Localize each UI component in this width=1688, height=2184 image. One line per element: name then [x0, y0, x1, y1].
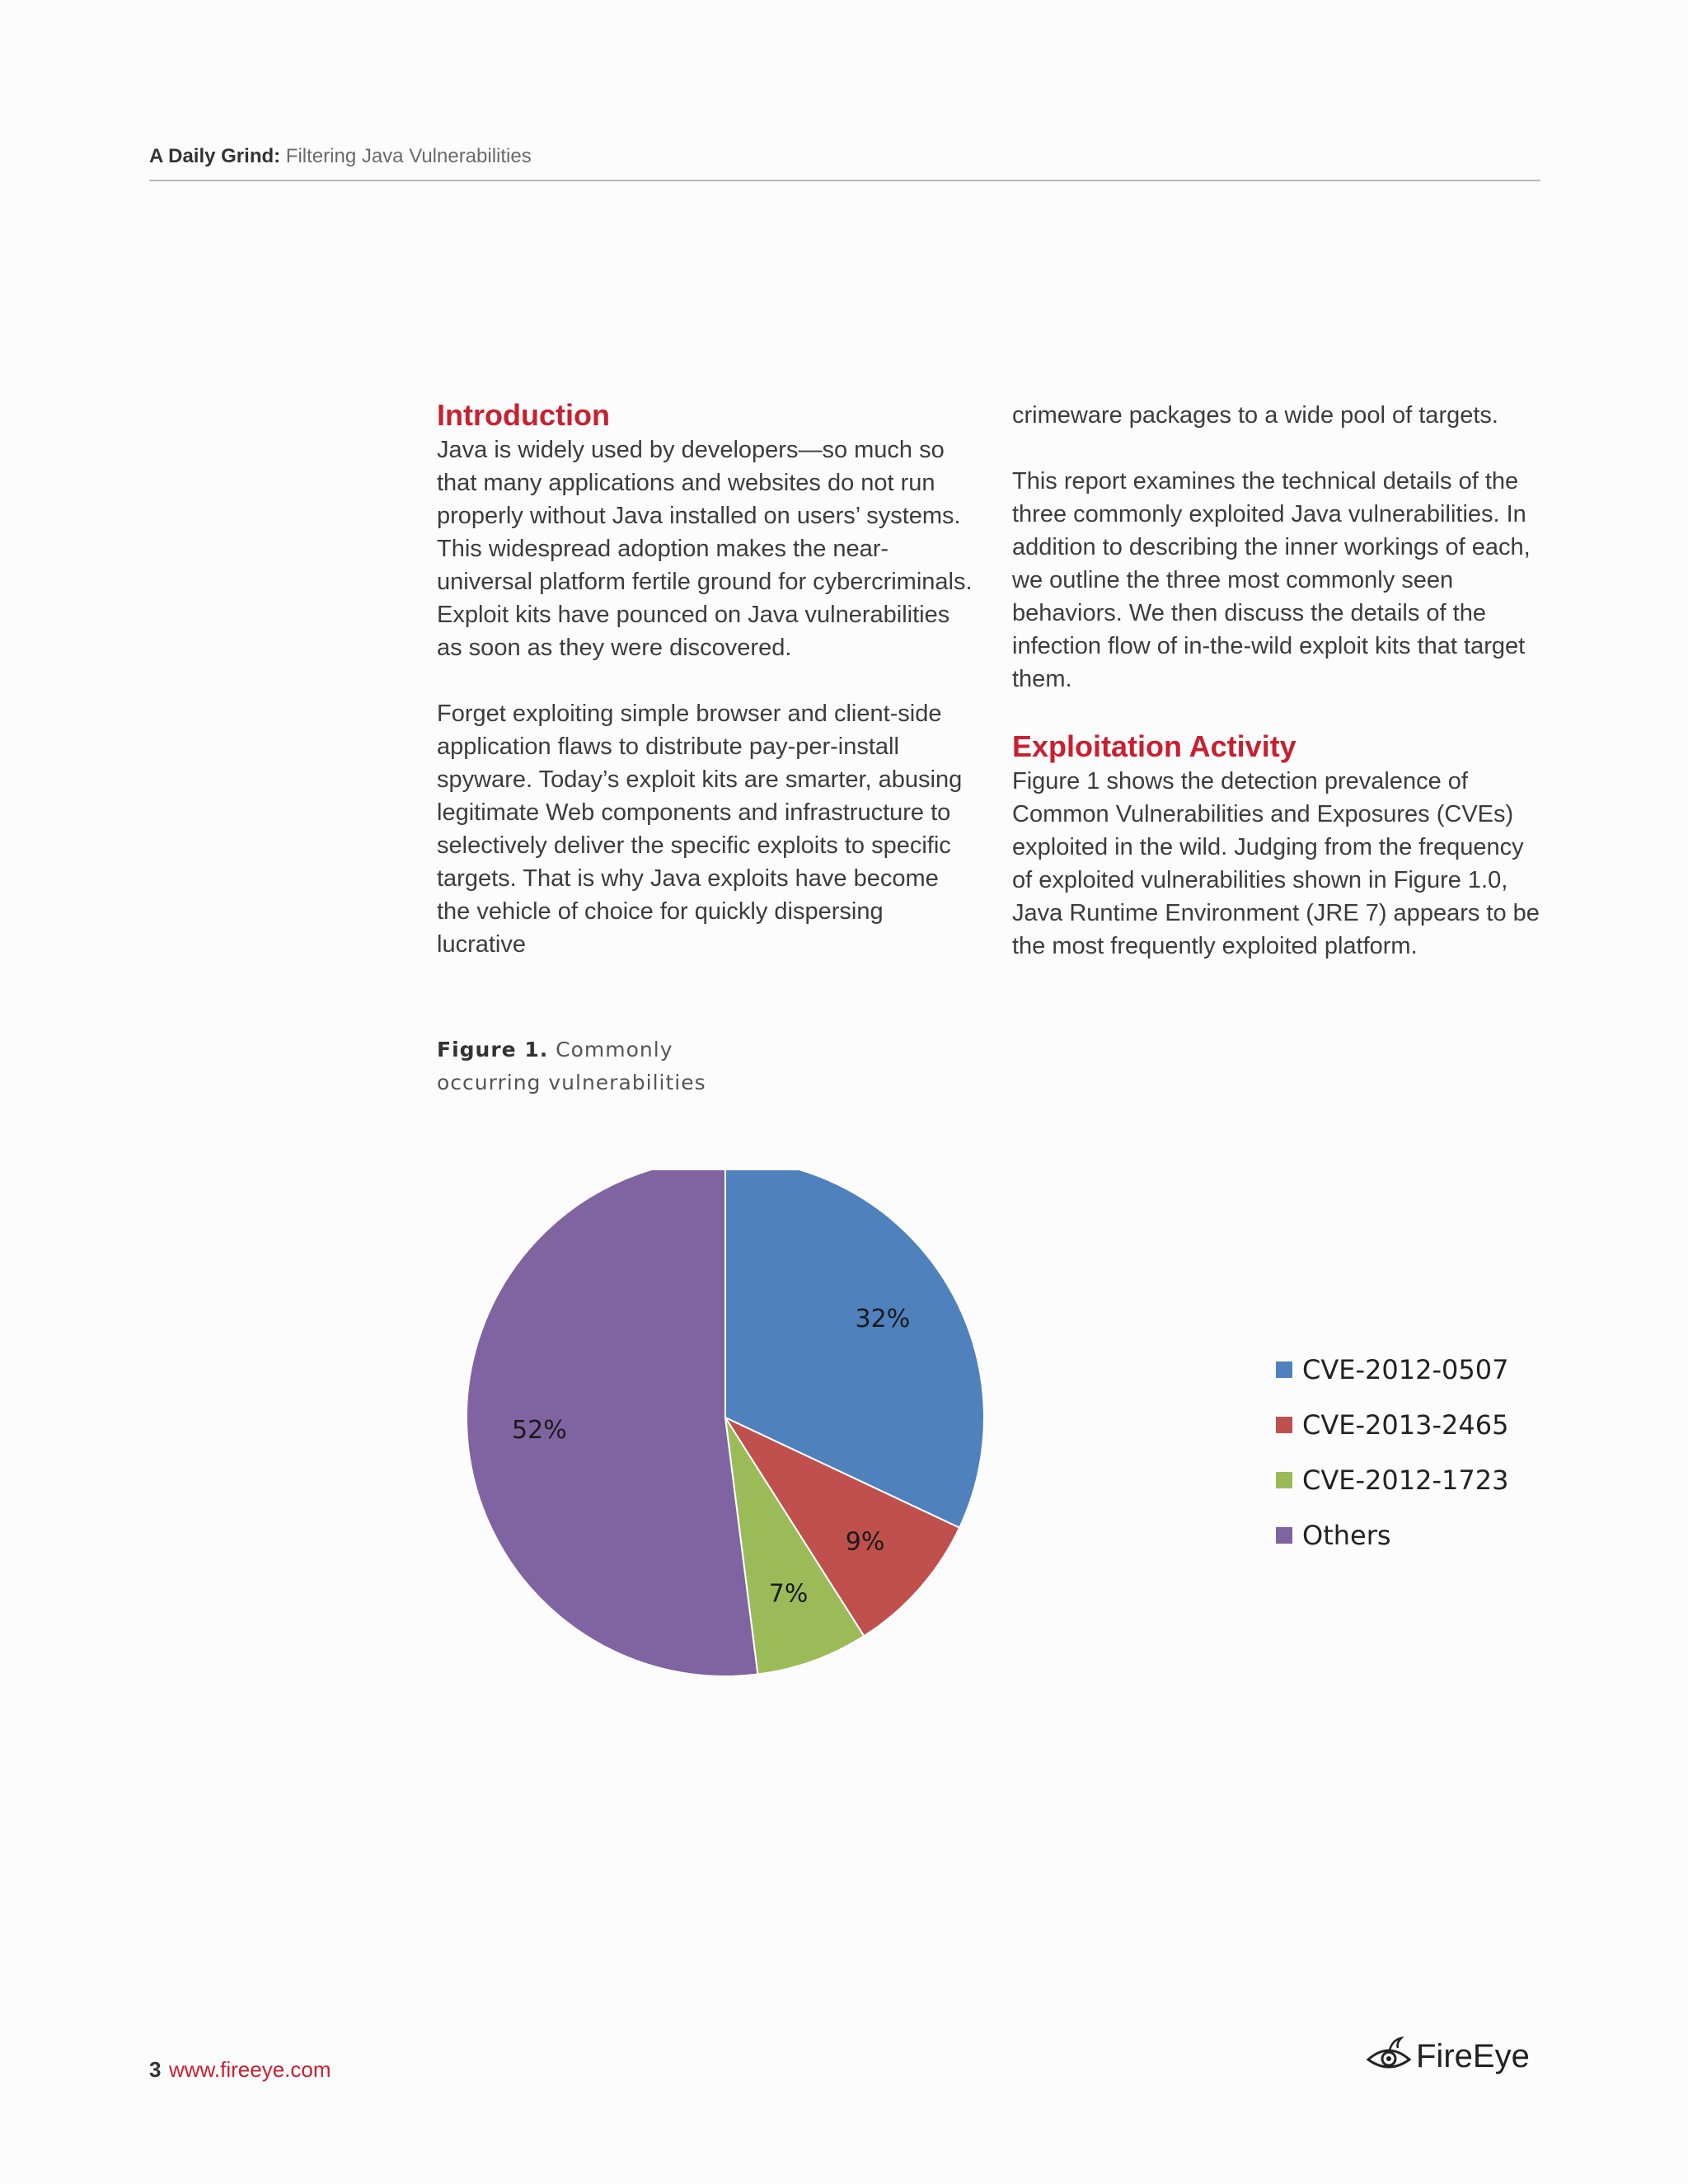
figure-caption-text: Commonly occurring vulnerabilities	[437, 1038, 706, 1094]
intro-paragraph-1: Java is widely used by developers—so much so that many applications and websites do not run properly without Java installed on users’ systems. This widespread adoption makes the near-universal platform fertile ground for cybercriminals. Exploit kits have pounced on Java vulnerabilities as soon as they were discovered.	[437, 437, 973, 661]
legend-swatch	[1276, 1361, 1292, 1378]
running-header	[149, 145, 1540, 168]
page-number: 3	[149, 2057, 162, 2082]
figure-label: Figure 1.	[437, 1038, 549, 1062]
legend-label: CVE-2013-2465	[1302, 1408, 1509, 1441]
pie-data-label: 52%	[512, 1416, 567, 1446]
legend-swatch	[1276, 1417, 1292, 1433]
legend-item	[1276, 1452, 1548, 1507]
introduction-heading: Introduction	[437, 398, 610, 432]
fireeye-logo	[1365, 2031, 1542, 2082]
pie-slice-others	[467, 1170, 757, 1676]
pie-chart	[462, 1170, 1022, 1731]
logo-wordmark: FireEye	[1416, 2037, 1530, 2074]
exploitation-paragraph: Figure 1 shows the detection prevalence of Common Vulnerabilities and Exposures (CVEs) exploited in the wild. Judging from the frequency of exploited vulnerabilities shown in Figure 1.0, Java Runtime Environment (JRE 7) appears to be the most frequently exploited platform.	[1012, 768, 1540, 959]
header-divider	[149, 180, 1540, 181]
intro-paragraph-2: Forget exploiting simple browser and client-side application flaws to distribute pay-per-install spyware. Today’s exploit kits are smarter, abusing legitimate Web components and infrastructure to selectively deliver the specific exploits to specific targets. That is why Java exploits have become the vehicle of choice for quickly dispersing lucrative	[437, 701, 963, 958]
legend-item	[1276, 1342, 1548, 1397]
legend-swatch	[1276, 1472, 1292, 1488]
header-title-bold: A Daily Grind:	[149, 145, 281, 167]
figure-caption	[437, 1033, 717, 1099]
right-column	[1012, 397, 1548, 996]
legend-label: Others	[1302, 1519, 1391, 1551]
left-column	[437, 397, 973, 994]
legend-label: CVE-2012-0507	[1302, 1353, 1509, 1385]
pie-data-label: 9%	[845, 1527, 885, 1557]
exploitation-heading: Exploitation Activity	[1012, 729, 1296, 763]
legend-label: CVE-2012-1723	[1302, 1464, 1509, 1496]
legend-swatch	[1276, 1527, 1292, 1544]
legend-item	[1276, 1397, 1548, 1452]
pie-data-label: 7%	[768, 1579, 809, 1609]
footer-url-link[interactable]: www.fireeye.com	[169, 2057, 331, 2082]
chart-legend	[1276, 1342, 1548, 1563]
legend-item	[1276, 1507, 1548, 1563]
report-paragraph: This report examines the technical details of the three commonly exploited Java vulnerabilities. In addition to describing the inner workings of each, we outline the three most commonly seen behaviors. We then discuss the details of the infection flow of in-the-wild exploit kits that target them.	[1012, 468, 1531, 692]
eye-icon	[1365, 2035, 1413, 2078]
continuation-paragraph: crimeware packages to a wide pool of targets.	[1012, 402, 1498, 429]
header-title-rest: Filtering Java Vulnerabilities	[280, 145, 532, 167]
pie-data-label: 32%	[855, 1304, 911, 1333]
